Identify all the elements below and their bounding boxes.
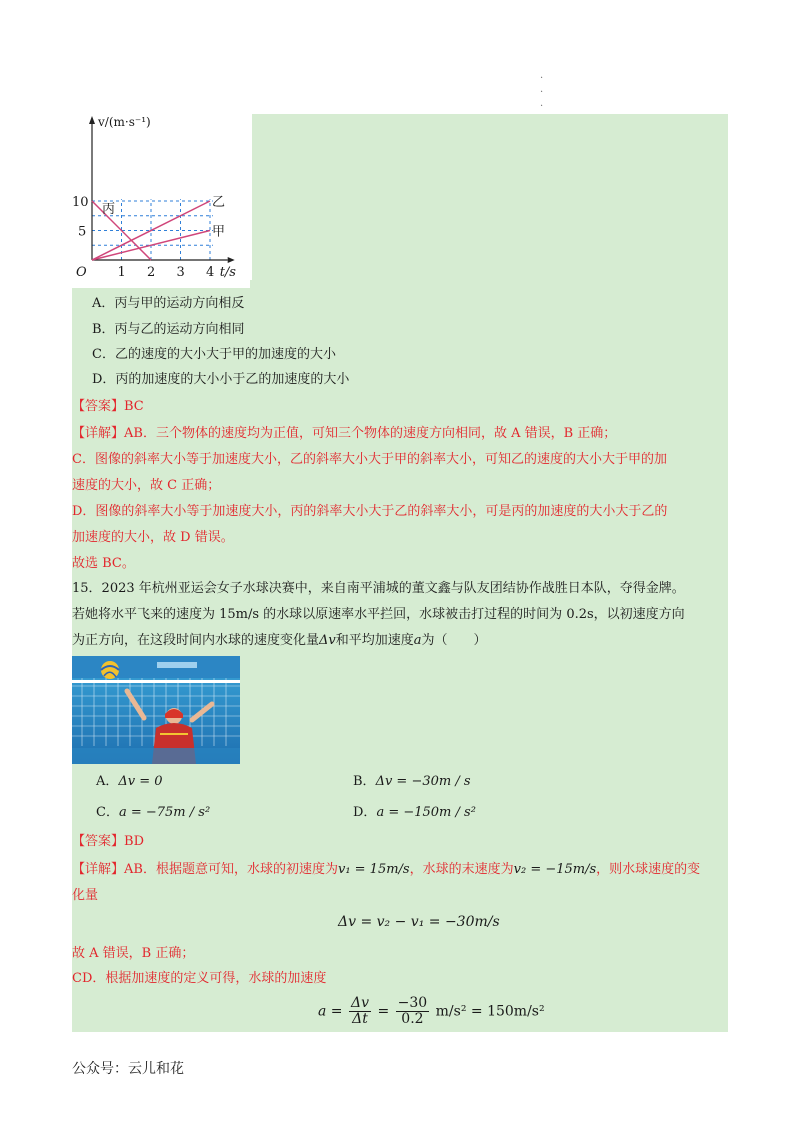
q14-option-a: A．丙与甲的运动方向相反 [92, 296, 245, 311]
y-axis-arrow [89, 116, 95, 124]
fraction-dv-dt [349, 996, 371, 1027]
frac-den: Δt [352, 1011, 368, 1027]
q15-detail-4: CD．根据加速度的定义可得，水球的加速度 [72, 971, 327, 986]
formula-lhs: a = [318, 1003, 343, 1020]
answer-tag: 【答案】 [72, 834, 125, 849]
q15-answer [72, 830, 144, 854]
x-tick-label: 2 [147, 265, 156, 280]
q15-stem-3 [72, 629, 487, 653]
option-expr: Δv = −30m / s [375, 774, 471, 789]
q15-detail-3: 故 A 错误，B 正确； [72, 946, 195, 961]
q14-option-c: C．乙的速度的大小大于甲的加速度的大小 [92, 347, 336, 362]
velocity-time-chart [72, 110, 252, 280]
option-expr: Δv = 0 [118, 774, 163, 789]
q14-detail-4: D．图像的斜率大小等于加速度大小，丙的斜率大小大于乙的斜率大小，可是丙的加速度的大小大于乙的 [72, 504, 668, 519]
option-letter: C． [96, 805, 119, 820]
water-polo-photo [72, 656, 240, 764]
v1-expr: v₁ = 15m/s [337, 862, 410, 877]
option-letter: D． [353, 805, 377, 820]
q15-stem-1: 15．2023 年杭州亚运会女子水球决赛中，来自南平浦城的董文鑫与队友团结协作战胜日本队，夺得金牌。 [72, 581, 685, 596]
x-axis-label: t/s [219, 265, 236, 280]
answer-background-top [250, 114, 728, 290]
answer-value: BC [124, 399, 144, 414]
frac-num: Δv [350, 995, 370, 1011]
q15-option-d [353, 801, 476, 825]
q15-detail-1 [72, 858, 700, 882]
y-axis-label: v/(m·s⁻¹) [98, 115, 151, 129]
q15-option-c [96, 801, 210, 825]
stem-text: 为正方向，在这段时间内水球的速度变化量 [72, 633, 320, 648]
detail-text: ，水球的末速度为 [409, 862, 514, 877]
decorative-dots: · · · [540, 73, 544, 112]
option-letter: B． [353, 774, 376, 789]
q14-conclusion: 故选 BC。 [72, 556, 135, 571]
detail-text: AB．三个物体的速度均为正值，可知三个物体的速度方向相同，故 A 错误，B 正确； [124, 426, 617, 441]
y-tick-label: 10 [72, 195, 89, 210]
option-expr: a = −75m / s² [118, 805, 211, 820]
series-label-丙: 丙 [102, 202, 116, 218]
frac-num: −30 [397, 995, 428, 1011]
fraction-value [396, 996, 430, 1027]
detail-text: AB．根据题意可知，水球的初速度为 [124, 862, 338, 877]
x-tick-label: 4 [206, 265, 215, 280]
velocity-time-plot [72, 110, 252, 280]
q14-option-b: B．丙与乙的运动方向相同 [92, 322, 245, 337]
answer-value: BD [124, 834, 144, 849]
detail-tag: 【详解】 [72, 426, 125, 441]
footer-account: 公众号：云儿和花 [72, 1061, 184, 1077]
series-label-乙: 乙 [212, 195, 226, 210]
x-tick-label: 3 [176, 265, 185, 280]
origin-label: O [76, 265, 87, 280]
q14-detail-5: 加速度的大小，故 D 错误。 [72, 530, 234, 545]
q15-option-b [353, 770, 471, 794]
q14-option-d: D．丙的加速度的大小小于乙的加速度的大小 [92, 372, 350, 387]
q14-answer [72, 395, 144, 419]
formula-acceleration [318, 996, 545, 1027]
delta-v-symbol: Δv [319, 633, 336, 648]
q15-stem-2: 若她将水平飞来的速度为 15m/s 的水球以原速率水平拦回，水球被击打过程的时间为 0.2s，以初速度方向 [72, 607, 685, 622]
a-symbol: a [413, 633, 422, 648]
detail-text: ，则水球速度的变 [596, 862, 701, 877]
series-label-甲: 甲 [212, 224, 226, 240]
option-expr: a = −150m / s² [376, 805, 476, 820]
option-letter: A． [96, 774, 119, 789]
y-tick-label: 5 [78, 224, 87, 240]
q15-detail-2: 化量 [72, 888, 99, 903]
q15-option-a [96, 770, 163, 794]
frac-den: 0.2 [401, 1011, 424, 1027]
answer-tag: 【答案】 [72, 399, 125, 414]
q14-detail-1 [72, 422, 616, 446]
detail-tag: 【详解】 [72, 862, 125, 877]
formula-delta-v: Δv = v₂ − v₁ = −30m/s [338, 914, 500, 930]
formula-eq: = [377, 1003, 390, 1020]
v2-expr: v₂ = −15m/s [513, 862, 597, 877]
stem-text-mid: 和平均加速度 [335, 633, 414, 648]
stem-text-end: 为（ ） [421, 633, 487, 648]
formula-rhs: m/s² = 150m/s² [435, 1003, 545, 1020]
x-tick-label: 1 [117, 265, 126, 280]
x-axis-arrow [228, 257, 235, 263]
q14-detail-2: C．图像的斜率大小等于加速度大小，乙的斜率大小大于甲的斜率大小，可知乙的速度的大小大于甲的加 [72, 452, 667, 467]
q14-detail-3: 速度的大小，故 C 正确； [72, 478, 221, 493]
